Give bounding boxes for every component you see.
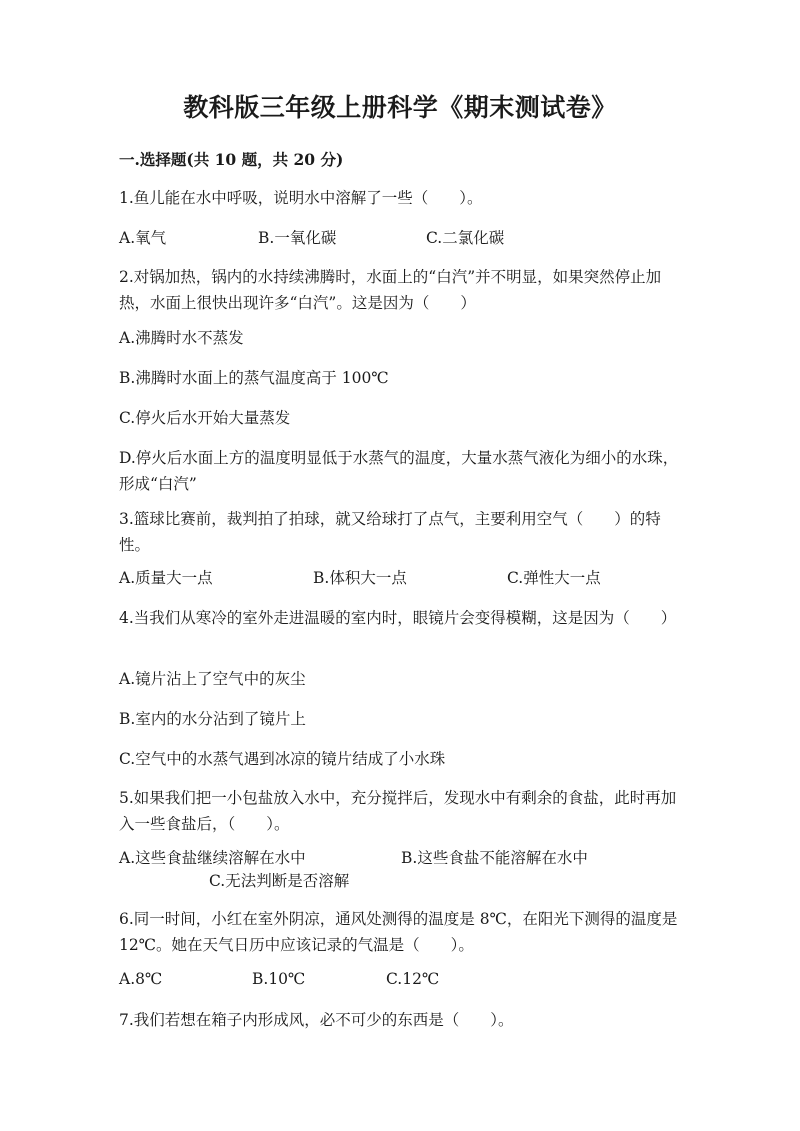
question-3-option-b: B.体积大一点 — [313, 569, 407, 587]
question-5-option-c: C.无法判断是否溶解 — [209, 872, 350, 890]
question-1-option-a: A.氧气 — [119, 229, 167, 247]
question-3-stem: 3.篮球比赛前，裁判拍了拍球，就又给球打了点气，主要利用空气（ ）的特性。 — [119, 510, 661, 554]
section-heading: 一.选择题(共 10 题，共 20 分) — [119, 150, 344, 169]
question-6-option-b: B.10℃ — [252, 970, 306, 988]
question-6-stem: 6.同一时间，小红在室外阴凉，通风处测得的温度是 8℃，在阳光下测得的温度是 12℃。她在天气日历中应该记录的气温是（ ）。 — [119, 910, 678, 954]
question-3-option-c: C.弹性大一点 — [507, 569, 601, 587]
question-7-stem: 7.我们若想在箱子内形成风，必不可少的东西是（ ）。 — [119, 1011, 514, 1029]
question-5-stem: 5.如果我们把一小包盐放入水中，充分搅拌后，发现水中有剩余的食盐，此时再加入一些食盐后，（ ）。 — [119, 789, 677, 833]
question-4-stem: 4.当我们从寒冷的室外走进温暖的室内时，眼镜片会变得模糊，这是因为（ ） — [119, 609, 677, 627]
question-1-option-c: C.二氯化碳 — [426, 229, 505, 247]
question-2-option-d: D.停火后水面上方的温度明显低于水蒸气的温度，大量水蒸气液化为细小的水珠，形成“白汽” — [119, 449, 679, 493]
question-4-option-b: B.室内的水分沾到了镜片上 — [119, 710, 306, 728]
question-4-option-c: C.空气中的水蒸气遇到冰凉的镜片结成了小水珠 — [119, 750, 446, 768]
question-2-option-c: C.停火后水开始大量蒸发 — [119, 409, 291, 427]
question-2-option-b: B.沸腾时水面上的蒸气温度高于 100℃ — [119, 369, 389, 387]
question-6-option-c: C.12℃ — [386, 970, 440, 988]
question-1-stem: 1.鱼儿能在水中呼吸，说明水中溶解了一些（ ）。 — [119, 189, 483, 207]
question-6-option-a: A.8℃ — [119, 970, 163, 988]
question-4-option-a: A.镜片沾上了空气中的灰尘 — [119, 670, 306, 688]
question-3-option-a: A.质量大一点 — [119, 569, 213, 587]
page-title: 教科版三年级上册科学《期末测试卷》 — [183, 93, 617, 122]
question-5-option-b: B.这些食盐不能溶解在水中 — [401, 849, 588, 867]
question-1-option-b: B.一氧化碳 — [258, 229, 337, 247]
question-2-option-a: A.沸腾时水不蒸发 — [119, 329, 244, 347]
question-5-option-a: A.这些食盐继续溶解在水中 — [119, 849, 306, 867]
question-2-stem: 2.对锅加热，锅内的水持续沸腾时，水面上的“白汽”并不明显，如果突然停止加热，水面上很快出现许多“白汽”。这是因为（ ） — [119, 268, 662, 312]
